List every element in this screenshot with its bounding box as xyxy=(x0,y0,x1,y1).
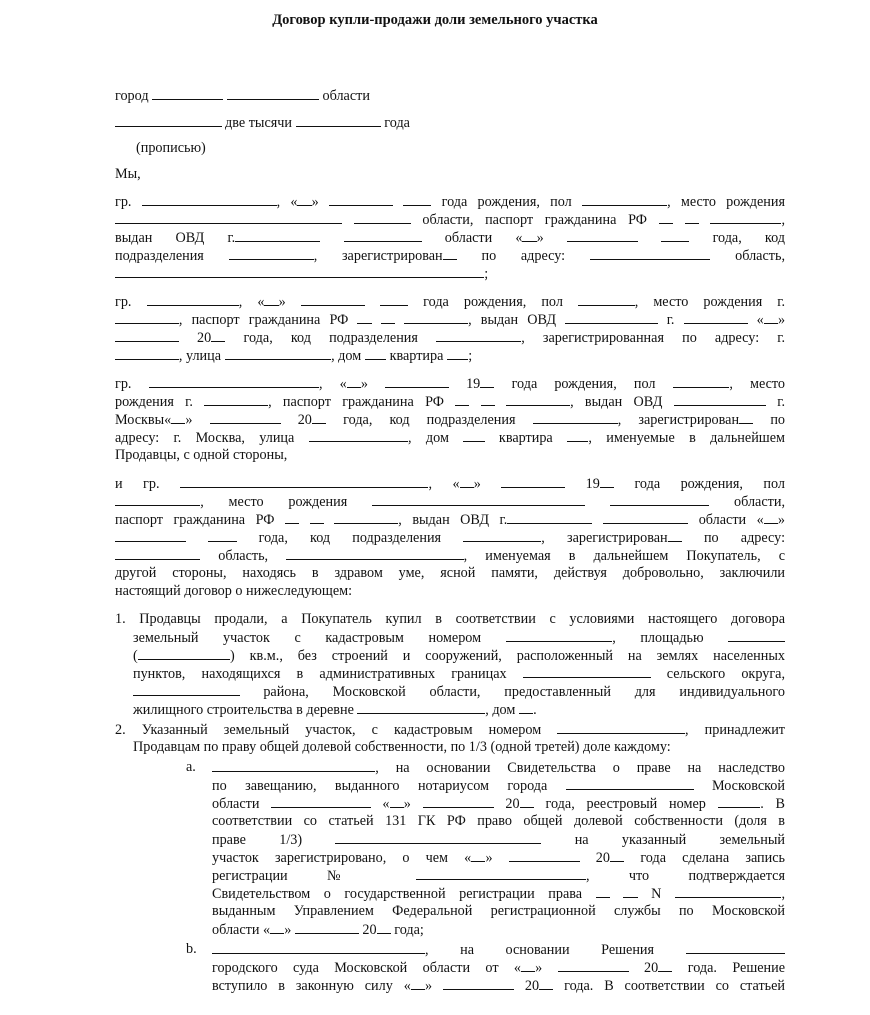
blank-field xyxy=(533,410,618,424)
blank-field xyxy=(334,510,398,524)
document-line: область, , именуемая в дальнейшем Покупатель, с xyxy=(115,546,785,564)
document-line: b. xyxy=(186,941,197,957)
blank-field xyxy=(329,192,393,206)
blank-field xyxy=(312,410,326,424)
document-line: 20 года, код подразделения , зарегистрированная по адресу: г. xyxy=(115,328,785,346)
blank-field xyxy=(674,392,766,406)
blank-field xyxy=(523,664,651,678)
blank-field xyxy=(718,794,761,808)
blank-field xyxy=(212,758,375,772)
blank-field xyxy=(210,410,281,424)
blank-field xyxy=(403,192,431,206)
document-line: жилищного строительства в деревне , дом . xyxy=(133,702,537,718)
blank-field xyxy=(565,310,657,324)
document-line: , место рождения области, xyxy=(115,492,785,510)
document-line: области « » 20 года; xyxy=(212,922,424,938)
document-title: Договор купли-продажи доли земельного участка xyxy=(272,12,598,28)
blank-field xyxy=(567,228,638,242)
document-line: , улица , дом квартира ; xyxy=(115,346,472,364)
blank-field xyxy=(152,86,223,100)
blank-field xyxy=(520,794,534,808)
blank-field xyxy=(264,292,278,306)
document-line: земельный участок с кадастровым номером , площадью xyxy=(133,628,785,646)
blank-field xyxy=(357,700,485,714)
blank-field xyxy=(235,228,320,242)
blank-field xyxy=(578,292,635,306)
blank-field xyxy=(204,392,268,406)
document-line: a. xyxy=(186,759,196,775)
document-line: рождения г. , паспорт гражданина РФ , выдан ОВД г. xyxy=(115,394,786,410)
blank-field xyxy=(521,958,535,972)
blank-field xyxy=(309,428,408,442)
blank-field xyxy=(463,428,484,442)
blank-field xyxy=(685,210,699,224)
document-line: вступило в законную силу « » 20 года. В соответствии со статьей xyxy=(212,978,786,994)
blank-field xyxy=(212,940,425,954)
blank-field xyxy=(558,958,629,972)
document-line: настоящий договор о нижеследующем: xyxy=(115,583,353,599)
blank-field xyxy=(460,474,474,488)
document-line: , паспорт гражданина РФ , выдан ОВД г. « » xyxy=(115,310,785,328)
blank-field xyxy=(668,528,682,542)
blank-field xyxy=(596,884,610,898)
blank-field xyxy=(381,310,395,324)
blank-field xyxy=(115,492,200,506)
blank-field xyxy=(710,210,781,224)
document-line: и гр. , « » 19 года рождения, пол xyxy=(115,476,786,492)
blank-field xyxy=(227,86,319,100)
blank-field xyxy=(115,310,179,324)
blank-field xyxy=(385,374,449,388)
blank-field xyxy=(295,920,359,934)
blank-field xyxy=(659,210,673,224)
document-line: Мы, xyxy=(115,166,141,182)
blank-field xyxy=(539,976,553,990)
document-line: Продавцы, с одной стороны, xyxy=(115,447,288,463)
document-line: участок зарегистрировано, о чем « » 20 года сделана запись xyxy=(212,850,786,866)
blank-field xyxy=(296,113,381,127)
blank-field xyxy=(138,646,230,660)
blank-field xyxy=(522,228,536,242)
blank-field xyxy=(372,492,585,506)
blank-field xyxy=(455,392,469,406)
document-line: 1. Продавцы продали, а Покупатель купил в соответствии с условиями настоящего договора xyxy=(115,611,785,627)
blank-field xyxy=(423,794,494,808)
blank-field xyxy=(115,210,342,224)
document-line: паспорт гражданина РФ , выдан ОВД г. области « » xyxy=(115,512,786,528)
blank-field xyxy=(270,920,284,934)
document-line: соответствии со статьей 131 ГК РФ право общей долевой собственности (доля в xyxy=(212,813,785,829)
blank-field xyxy=(557,720,685,734)
blank-field xyxy=(208,528,236,542)
blank-field xyxy=(610,848,624,862)
blank-field xyxy=(764,310,778,324)
blank-field xyxy=(480,374,494,388)
document-line: , на основании Решения xyxy=(212,940,785,958)
document-line: Свидетельством о государственной регистрации права N , xyxy=(212,886,786,902)
blank-field xyxy=(411,976,425,990)
document-line: ; xyxy=(115,264,488,282)
blank-field xyxy=(623,884,637,898)
blank-field xyxy=(115,546,200,560)
blank-field xyxy=(285,510,299,524)
blank-field xyxy=(301,292,365,306)
document-line: пунктов, находящихся в административных границах сельского округа, xyxy=(133,666,785,682)
blank-field xyxy=(133,682,240,696)
blank-field xyxy=(661,228,689,242)
document-line: ( ) кв.м., без строений и сооружений, расположенный на землях населенных xyxy=(133,648,785,664)
blank-field xyxy=(566,776,694,790)
document-line: области « » 20 года, реестровый номер . В xyxy=(212,796,786,812)
blank-field xyxy=(519,700,533,714)
blank-field xyxy=(115,328,179,342)
blank-field xyxy=(404,310,468,324)
document-line: (прописью) xyxy=(136,140,206,156)
document-line: подразделения , зарегистрирован по адресу: область, xyxy=(115,248,785,264)
blank-field xyxy=(600,474,614,488)
document-line: выдан ОВД г. области « » года, код xyxy=(115,230,785,246)
blank-field xyxy=(764,510,778,524)
blank-field xyxy=(377,920,391,934)
blank-field xyxy=(171,410,185,424)
blank-field xyxy=(658,958,672,972)
blank-field xyxy=(506,392,570,406)
blank-field xyxy=(115,113,222,127)
document-line: года, код подразделения , зарегистрирован по адресу: xyxy=(115,528,785,546)
blank-field xyxy=(115,264,484,278)
document-line: гр. , « » года рождения, пол , место рождения г. xyxy=(115,294,786,310)
blank-field xyxy=(590,246,711,260)
blank-field xyxy=(344,228,422,242)
blank-field xyxy=(271,794,370,808)
blank-field xyxy=(481,392,495,406)
document-line: выданным Управлением Федеральной регистрационной службы по Московской xyxy=(212,903,785,919)
blank-field xyxy=(115,528,186,542)
blank-field xyxy=(501,474,565,488)
document-line: гр. , « » года рождения, пол , место рождения xyxy=(115,194,786,210)
blank-field xyxy=(684,310,748,324)
blank-field xyxy=(567,428,588,442)
document-line: городского суда Московской области от « » 20 года. Решение xyxy=(212,960,786,976)
blank-field xyxy=(335,830,541,844)
blank-field xyxy=(509,848,580,862)
document-line: другой стороны, находясь в здравом уме, ясной памяти, действуя добровольно, заключили xyxy=(115,565,785,581)
blank-field xyxy=(603,510,688,524)
blank-field xyxy=(347,374,361,388)
blank-field xyxy=(506,628,613,642)
document-line: Москвы« » 20 года, код подразделения , зарегистрирован по xyxy=(115,412,786,428)
blank-field xyxy=(675,884,782,898)
blank-field xyxy=(507,510,592,524)
blank-field xyxy=(447,346,468,360)
blank-field xyxy=(582,192,667,206)
document-line: Продавцам по праву общей долевой собственности, по 1/3 (одной третей) доле каждому: xyxy=(133,739,671,755)
document-line: гр. , « » 19 года рождения, пол , место xyxy=(115,376,786,392)
blank-field xyxy=(673,374,730,388)
blank-field xyxy=(443,976,514,990)
document-line: город области xyxy=(115,88,370,104)
blank-field xyxy=(180,474,429,488)
blank-field xyxy=(365,346,386,360)
blank-field xyxy=(463,528,541,542)
blank-field xyxy=(115,346,179,360)
blank-field xyxy=(357,310,371,324)
blank-field xyxy=(380,292,408,306)
document-line: по завещанию, выданного нотариусом города Московской xyxy=(212,778,785,794)
blank-field xyxy=(416,866,586,880)
blank-field xyxy=(310,510,324,524)
blank-field xyxy=(739,410,753,424)
blank-field xyxy=(211,328,225,342)
blank-field xyxy=(471,848,485,862)
document-line: праве 1/3) на указанный земельный xyxy=(212,832,785,848)
blank-field xyxy=(229,246,314,260)
blank-field xyxy=(436,328,521,342)
document-line: области, паспорт гражданина РФ , xyxy=(115,210,785,228)
blank-field xyxy=(149,374,319,388)
document-line: адресу: г. Москва, улица , дом квартира , именуемые в дальнейшем xyxy=(115,430,785,446)
document-line: 2. Указанный земельный участок, с кадастровым номером , принадлежит xyxy=(115,722,785,738)
blank-field xyxy=(297,192,311,206)
blank-field xyxy=(142,192,277,206)
blank-field xyxy=(610,492,709,506)
blank-field xyxy=(354,210,411,224)
blank-field xyxy=(147,292,239,306)
document-line: регистрации № , что подтверждается xyxy=(212,868,785,884)
blank-field xyxy=(728,628,785,642)
document-line: района, Московской области, предоставленный для индивидуального xyxy=(133,682,785,700)
document-line: , на основании Свидетельства о праве на наследство xyxy=(212,758,785,776)
blank-field xyxy=(443,246,457,260)
document-line: две тысячи года xyxy=(115,113,410,131)
blank-field xyxy=(286,546,464,560)
blank-field xyxy=(225,346,332,360)
blank-field xyxy=(390,794,404,808)
blank-field xyxy=(686,940,785,954)
